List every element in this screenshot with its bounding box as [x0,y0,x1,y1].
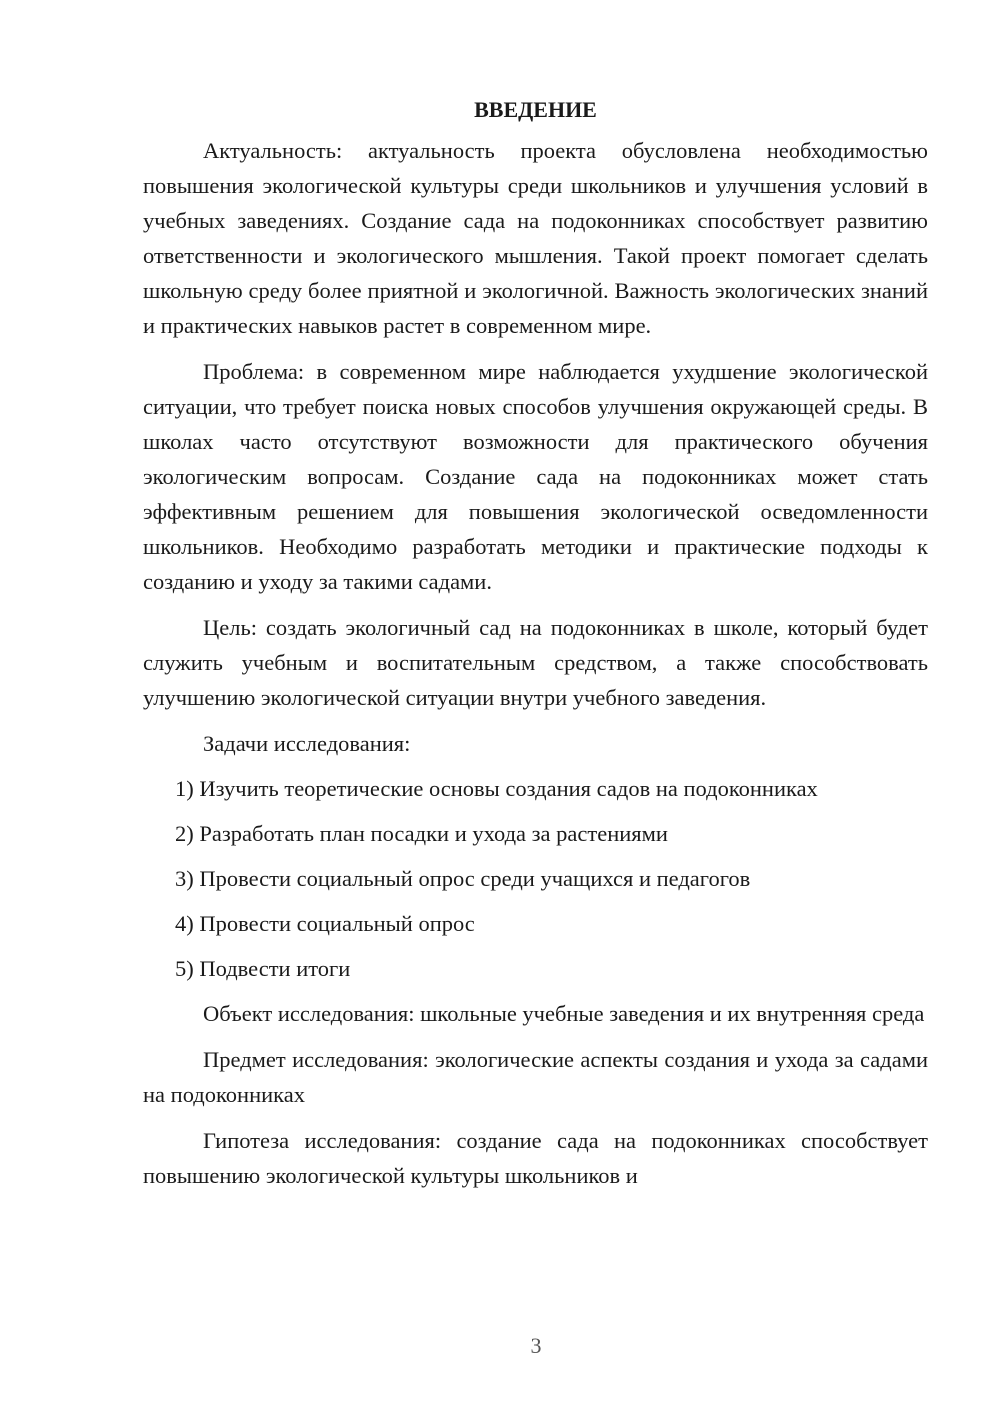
list-item: 2) Разработать план посадки и ухода за растениями [175,821,668,846]
goal-paragraph: Цель: создать экологичный сад на подоконниках в школе, который будет служить учебным и воспитательным средством, а также способствовать улучшению экологической ситуации внутри учебного заведения. [143,615,928,710]
list-item: 5) Подвести итоги [175,956,351,981]
list-item: 3) Провести социальный опрос среди учащихся и педагогов [175,866,751,891]
problem-paragraph: Проблема: в современном мире наблюдается ухудшение экологической ситуации, что требует поиска новых способов улучшения окружающей среды. В школах часто отсутствуют возможности для практического обучения экологическим вопросам. Создание сада на подоконниках может стать эффективным решением для повышения экологической осведомленности школьников. Необходимо разработать методики и практические подходы к созданию и уходу за такими садами. [143,359,928,594]
page-number: 3 [530,1333,542,1358]
subject-paragraph: Предмет исследования: экологические аспекты создания и ухода за садами на подоконниках [143,1047,928,1107]
list-item: 4) Провести социальный опрос [175,911,475,936]
tasks-title: Задачи исследования: [203,731,411,756]
list-item: 1) Изучить теоретические основы создания садов на подоконниках [175,776,818,801]
page-content [143,95,928,1204]
task-list [143,771,928,986]
object-paragraph: Объект исследования: школьные учебные заведения и их внутренняя среда [203,1001,925,1026]
section-heading: ВВЕДЕНИЕ [474,97,597,122]
relevance-paragraph: Актуальность: актуальность проекта обусловлена необходимостью повышения экологической культуры среди школьников и улучшения условий в учебных заведениях. Создание сада на подоконниках способствует развитию ответственности и экологического мышления. Такой проект помогает сделать школьную среду более приятной и экологичной. Важность экологических знаний и практических навыков растет в современном мире. [143,138,928,338]
hypothesis-paragraph: Гипотеза исследования: создание сада на подоконниках способствует повышению экологической культуры школьников и [143,1128,928,1188]
